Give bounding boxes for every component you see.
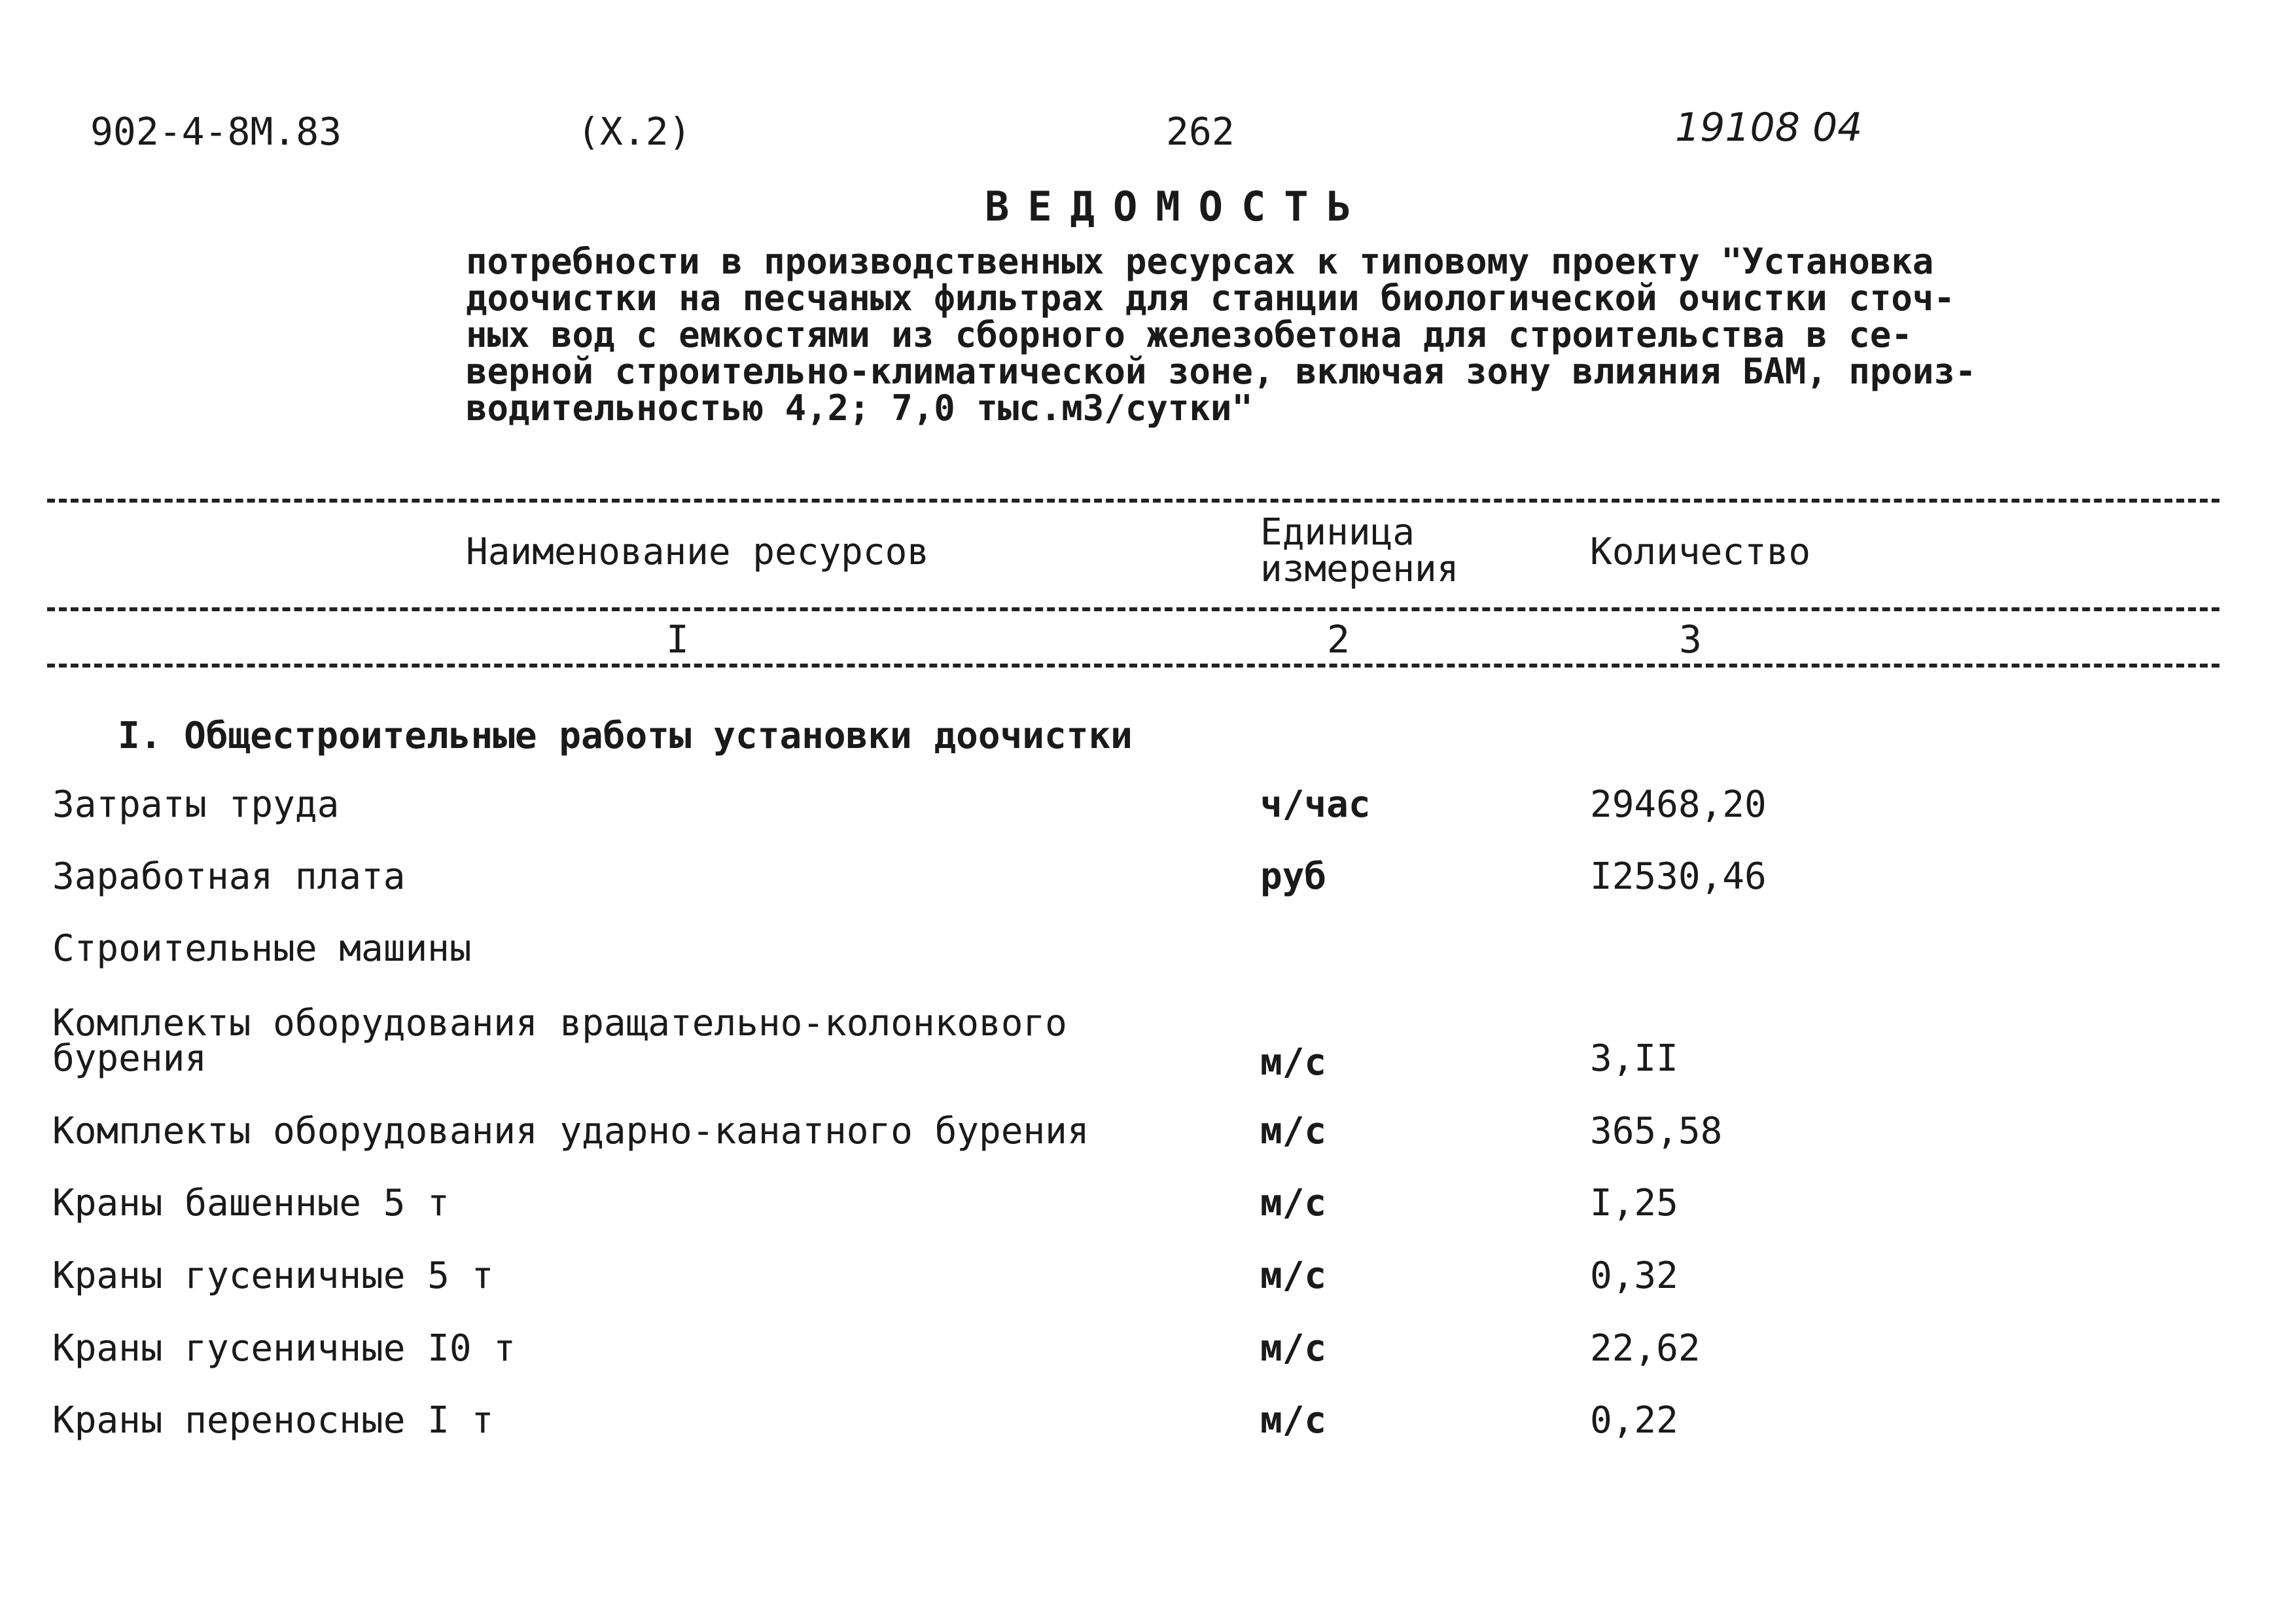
section-title: I. Общестроительные работы установки доочистки xyxy=(118,715,1133,757)
row-unit: м/с xyxy=(1260,1041,1327,1084)
row-quantity: 29468,20 xyxy=(1590,783,1767,826)
table-numbers-rule xyxy=(47,664,2219,668)
column-header-unit-line1: Единица xyxy=(1260,511,1415,554)
row-quantity: I2530,46 xyxy=(1590,855,1767,898)
column-header-name: Наименование ресурсов xyxy=(466,531,930,573)
document-code: 902-4-8М.83 xyxy=(90,109,342,154)
document-part: (X.2) xyxy=(577,109,692,154)
subtitle-line: потребности в производственных ресурсах к типовому проекту "Установка xyxy=(466,241,1934,282)
handwritten-number: 19108 04 xyxy=(1675,105,1863,151)
row-unit: м/с xyxy=(1260,1255,1327,1297)
column-number-1: I xyxy=(666,617,689,662)
row-name: Затраты труда xyxy=(52,783,340,826)
document-title: ВЕДОМОСТЬ xyxy=(985,183,1369,230)
subtitle-line: водительностью 4,2; 7,0 тыс.м3/сутки" xyxy=(466,387,1253,429)
row-quantity: 3,II xyxy=(1590,1037,1678,1080)
subtitle-line: верной строительно-климатической зоне, включая зону влияния БАМ, произ- xyxy=(466,351,1977,392)
row-unit: ч/час xyxy=(1260,783,1371,826)
row-quantity: 22,62 xyxy=(1590,1327,1701,1370)
table-header-rule xyxy=(47,607,2219,611)
row-unit: м/с xyxy=(1260,1182,1327,1224)
row-quantity: I,25 xyxy=(1590,1182,1678,1224)
column-number-2: 2 xyxy=(1327,617,1350,662)
row-unit: м/с xyxy=(1260,1399,1327,1442)
column-number-3: 3 xyxy=(1679,617,1702,662)
column-header-unit-line2: измерения xyxy=(1260,548,1459,590)
subtitle-line: доочистки на песчаных фильтрах для станции биологической очистки сточ- xyxy=(466,277,1955,319)
table-top-rule xyxy=(47,499,2219,503)
row-name-continuation: бурения xyxy=(52,1037,207,1080)
row-name: Заработная плата xyxy=(52,855,406,898)
row-name: Краны гусеничные I0 т xyxy=(52,1327,516,1370)
document-subtitle xyxy=(466,243,2036,427)
row-name: Строительные машины xyxy=(52,927,472,970)
subtitle-line: ных вод с емкостями из сборного железобетона для строительства в се- xyxy=(466,314,1913,355)
page-number: 262 xyxy=(1166,109,1235,154)
row-name: Краны переносные I т xyxy=(52,1399,494,1442)
row-name: Комплекты оборудования ударно-канатного бурения xyxy=(52,1110,1089,1152)
row-name: Краны башенные 5 т xyxy=(52,1182,450,1224)
row-name: Комплекты оборудования вращательно-колонкового xyxy=(52,1002,1067,1044)
row-unit: руб xyxy=(1260,855,1327,898)
column-header-quantity: Количество xyxy=(1590,531,1811,573)
row-quantity: 365,58 xyxy=(1590,1110,1723,1152)
row-unit: м/с xyxy=(1260,1327,1327,1370)
row-name: Краны гусеничные 5 т xyxy=(52,1255,494,1297)
row-quantity: 0,32 xyxy=(1590,1255,1678,1297)
row-quantity: 0,22 xyxy=(1590,1399,1678,1442)
row-unit: м/с xyxy=(1260,1110,1327,1152)
